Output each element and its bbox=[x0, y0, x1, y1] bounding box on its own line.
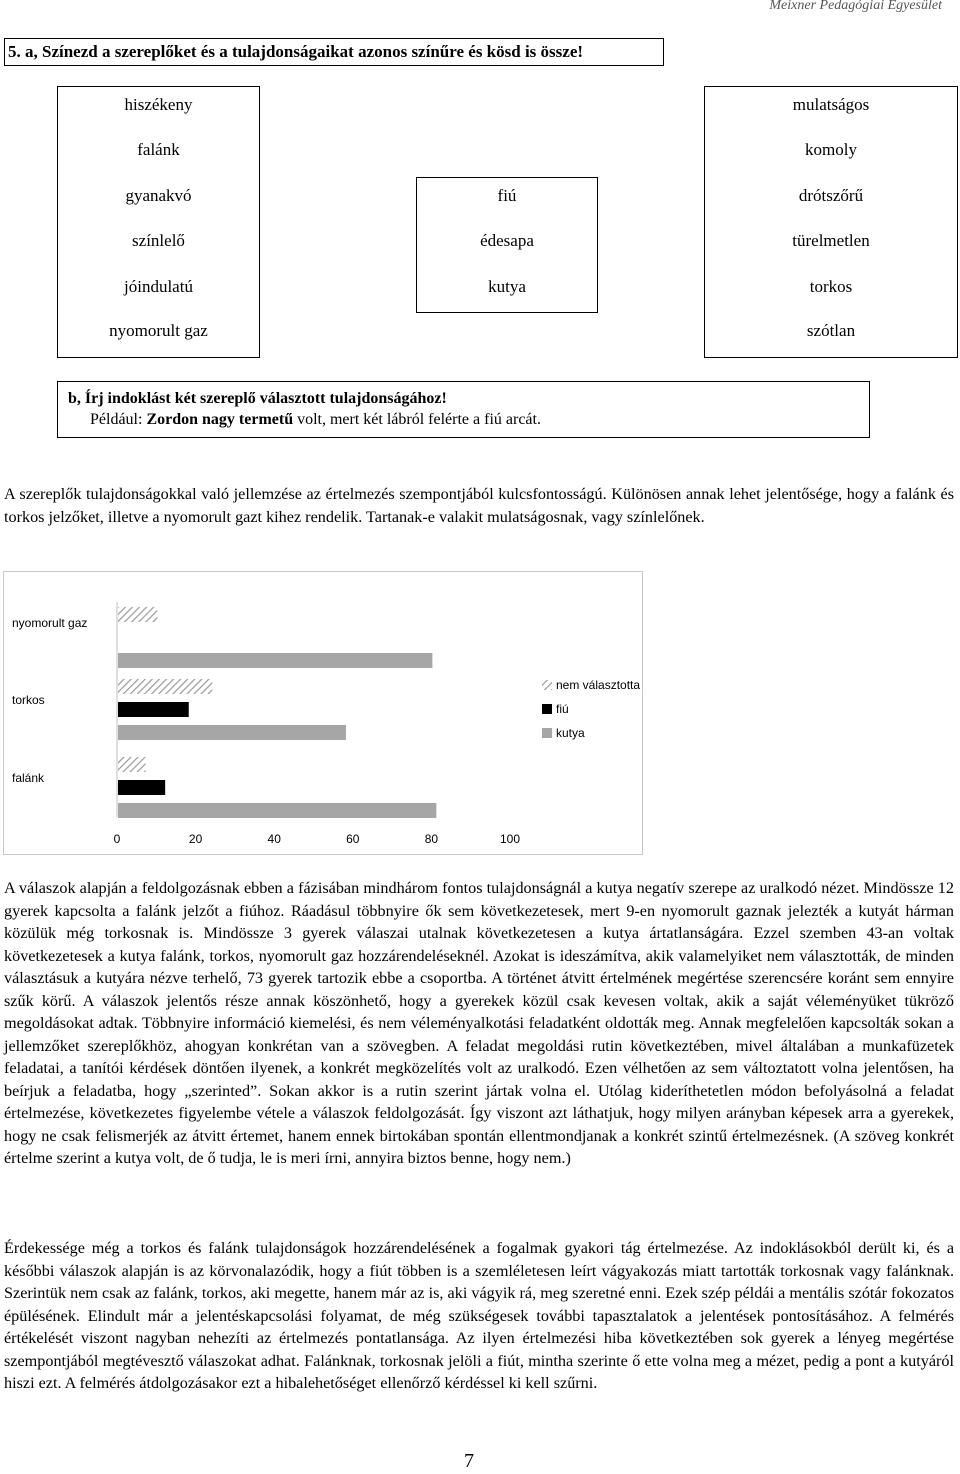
chart-svg bbox=[4, 572, 644, 856]
character-item[interactable]: fiú bbox=[497, 186, 517, 205]
character-item[interactable]: édesapa bbox=[480, 231, 534, 250]
subtask-example bbox=[68, 409, 859, 430]
bar-kutya bbox=[118, 653, 432, 668]
body-paragraph-1: A válaszok alapján a feldolgozásnak ebben a fázisában mindhárom fontos tulajdonságnál a kutya negatív szerepe az uralkodó nézet. Mindössze 12 gyerek kapcsolta a falánk jelzőt a fiúhoz. Ráadásul többnyire ők sem következetesek, mert 9-en nyomorult gaznak jelezték a kutyát hárman közülük még torkosnak is. Mindössze 3 gyerek válaszai utalnak következetesen a kutya ártatlanságára. Ezzel szemben 43-an voltak következetesek a kutya falánk, torkos, nyomorult gaz hozzárendeléseknél. Azokat is ideszámítva, akik valamelyiket nem választották, de minden választásuk a kutyára nézve terhelő, 73 gyerek tartozik ebbe a csoportba. A történet átvitt értelmének megértése szerencsére koránt sem ennyire szűk körű. A válaszok jelentős része annak köszönhető, hogy a gyerekek közül csak kevesen voltak, akik a saját véleményüket tükröző megoldásokat adtak. Többnyire információ kiemelési, és nem véleményalkotási feladatként oldották meg. Annak megfelelően kapcsolták sokan a jellemzőket szereplőkhöz, ahogyan konkrétan van a szövegben. A feladat megoldási rutin következtében, mivel általában a munkafüzetek feladatai, a tanítói kérdések döntően ilyenek, a konkrét megközelítés volt az uralkodó. Ezen vélhetően az sem változtatott volna jelentősen, ha beírjuk a feladatba, hogy „szerinted”. Sokan akkor is a rutin szerint jártak volna el. Utólag kideríthetetlen módon befolyásolná a feladat értelmezése, következetes figyelembe vétele a válaszok feldolgozását. Így viszont azt láthatjuk, hogy milyen arányban képesek arra a gyerekek, hogy ne csak felismerjék az átvitt értemet, hanem ennek birtokában spontán ellentmondjanak a konkrét szintű értelmezésnek. (A szöveg konkrét értelme szerint a kutya volt, de ő tudja, le is meri írni, annyira biztos benne, hogy nem.) bbox=[4, 879, 954, 1167]
task-title: 5. a, Színezd a szereplőket és a tulajdonságaikat azonos színűre és kösd is össze! bbox=[4, 38, 664, 66]
trait-item[interactable]: falánk bbox=[137, 140, 180, 159]
trait-item[interactable]: drótszőrű bbox=[798, 186, 864, 205]
trait-item[interactable]: nyomorult gaz bbox=[109, 321, 208, 340]
trait-item[interactable]: torkos bbox=[809, 277, 853, 296]
trait-item[interactable]: gyanakvó bbox=[125, 186, 192, 205]
intro-paragraph: A szereplők tulajdonságokkal való jellemzése az értelmezés szempontjából kulcsfontosságú. Különösen annak lehet jelentősége, hogy a falánk és torkos jelzőket, illetve a nyomorult gazt kihez rendelik. Tartanak-e valakit mulatságosnak, vagy színlelőnek. bbox=[4, 485, 954, 526]
bar-chart bbox=[3, 571, 643, 855]
trait-item[interactable]: türelmetlen bbox=[792, 231, 870, 250]
bar-nem-választotta bbox=[118, 679, 212, 694]
trait-item[interactable]: szótlan bbox=[806, 321, 856, 340]
bar-kutya bbox=[118, 803, 436, 818]
category-label: falánk bbox=[12, 771, 45, 785]
characters-box bbox=[416, 177, 598, 313]
page-number: 7 bbox=[464, 1450, 474, 1472]
bar-kutya bbox=[118, 725, 346, 740]
character-item[interactable]: kutya bbox=[488, 277, 526, 296]
example-prefix: Például: bbox=[90, 411, 147, 428]
example-bold: Zordon nagy termetű bbox=[146, 411, 294, 428]
example-suffix: volt, mert két lábról felérte a fiú arcát. bbox=[293, 411, 541, 428]
x-tick-label: 60 bbox=[346, 832, 360, 846]
trait-item[interactable]: mulatságos bbox=[792, 95, 870, 114]
right-traits-box bbox=[704, 86, 958, 358]
subtask-box bbox=[57, 381, 870, 438]
x-tick-label: 80 bbox=[424, 832, 439, 846]
trait-item[interactable]: komoly bbox=[805, 140, 857, 159]
left-traits-box bbox=[57, 86, 260, 358]
x-tick-label: 0 bbox=[113, 832, 121, 846]
x-tick-label: 100 bbox=[499, 832, 521, 846]
bar-nem-választotta bbox=[118, 607, 157, 622]
subtask-instruction: b, Írj indoklást két szereplő választott tulajdonságához! bbox=[68, 390, 447, 407]
category-label: torkos bbox=[12, 693, 45, 707]
bar-fiú bbox=[118, 780, 165, 795]
bar-nem-választotta bbox=[118, 757, 146, 772]
legend-swatch bbox=[542, 680, 552, 690]
trait-item[interactable]: színlelő bbox=[132, 231, 185, 250]
legend-label: kutya bbox=[556, 726, 585, 740]
bar-fiú bbox=[118, 702, 189, 717]
x-tick-label: 40 bbox=[267, 832, 281, 846]
x-tick-label: 20 bbox=[188, 832, 203, 846]
category-label: nyomorult gaz bbox=[12, 616, 88, 630]
trait-item[interactable]: jóindulatú bbox=[124, 277, 193, 296]
legend-swatch bbox=[542, 728, 552, 738]
legend-swatch bbox=[542, 704, 552, 714]
body-paragraph-2: Érdekessége még a torkos és falánk tulajdonságok hozzárendelésének a fogalmak gyakori tág értelmezése. Az indoklásokból derült ki, és a későbbi válaszok alapján is az körvonalazódik, hogy a fiút többen is a szemléletesen leírt vágyakozás miatt tartották torkosnak vagy falánknak. Szerintük nem csak az falánk, torkos, aki megette, hanem már az is, aki vágyik rá, meg szeretné enni. Ezek szép példái a mentális szótár fokozatos épülésének. Elindult már a jelentéskapcsolási folyamat, de még szükségesek további tapasztalatok a jelentések pontosításához. A felmérés értékelését viszont nagyban nehezíti az értelmezés pontatlansága. Az ilyen értelmezési hiba következtében sok gyerek a lényeg megértése szempontjából megtévesztő válaszokat adhat. Falánknak, torkosnak jelöli a fiút, mintha szerinte ő ette volna meg a mézet, pedig a pont a kutyáról hiszi ezt. A felmérés átdolgozásakor ezt a hibalehetőséget ellenőrző kérdéssel ki kell szűrni. bbox=[4, 1239, 954, 1392]
header-org: Meixner Pedagógiai Egyesület bbox=[769, 0, 942, 13]
legend-label: fiú bbox=[556, 702, 569, 716]
legend-label: nem választotta bbox=[556, 678, 641, 692]
trait-item[interactable]: hiszékeny bbox=[124, 95, 193, 114]
